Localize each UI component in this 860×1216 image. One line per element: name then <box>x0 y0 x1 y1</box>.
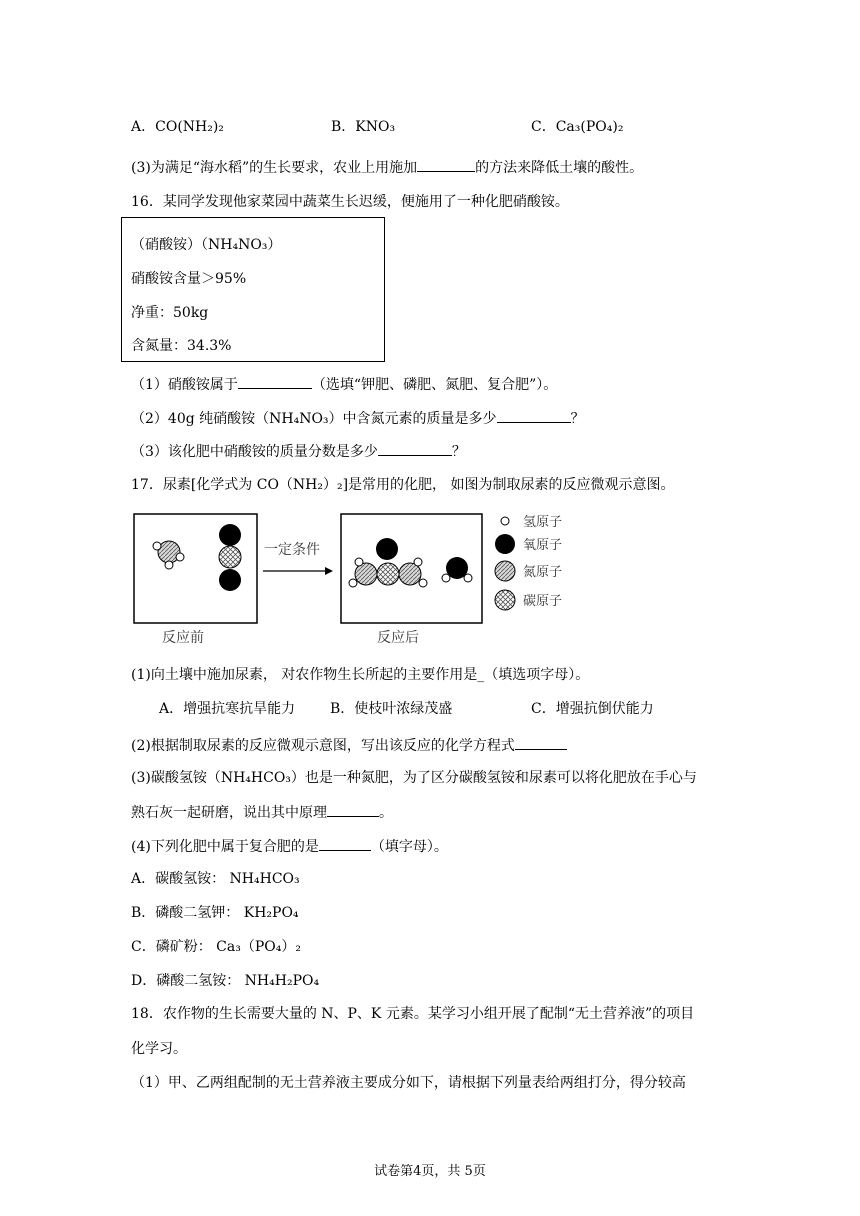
caption-after: 反应后 <box>377 630 419 646</box>
q18-line1: 18．农作物的生长需要大量的 N、P、K 元素。某学习小组开展了配制“无土营养液”的项目 <box>131 1006 695 1022</box>
fertilizer-label-box <box>121 217 385 362</box>
legend <box>495 515 562 610</box>
reaction-arrowhead <box>325 567 333 575</box>
legend-carbon-icon <box>495 590 515 610</box>
q17-part1-option-b: B．使枝叶浓绿茂盛 <box>330 701 453 717</box>
page-footer: 试卷第4页，共 5页 <box>374 1164 486 1179</box>
q17-part2-text: (2)根据制取尿素的反应微观示意图，写出该反应的化学方程式 <box>131 738 515 754</box>
q17-part1: (1)向土壤中施加尿素， 对农作物生长所起的主要作用是_（填选项字母）。 <box>131 667 590 683</box>
q16-part3-text-end: ？ <box>451 444 466 460</box>
answer-blank[interactable] <box>417 157 475 172</box>
q17-part2 <box>131 735 567 755</box>
q17-part4 <box>131 836 448 856</box>
reaction-diagram <box>133 512 583 652</box>
q17-part1-option-a: A．增强抗寒抗旱能力 <box>159 701 296 717</box>
legend-oxygen: 氧原子 <box>523 538 563 553</box>
q15-option-c-label: C． <box>531 119 556 135</box>
q15-option-c-formula: Ca₃(PO₄)₂ <box>555 119 624 135</box>
q16-part2-text: （2）40g 纯硝酸铵（NH₄NO₃）中含氮元素的质量是多少 <box>131 411 497 427</box>
label-line: 净重：50kg <box>131 305 209 321</box>
q16-stem: 16．某同学发现他家菜园中蔬菜生长迟缓，便施用了一种化肥硝酸铵。 <box>131 194 569 210</box>
q15-option-a-formula: CO(NH₂)₂ <box>155 119 224 135</box>
legend-nitrogen-icon <box>495 561 515 581</box>
q15-option-b <box>331 118 395 136</box>
legend-nitrogen: 氮原子 <box>523 565 563 580</box>
co2-molecule <box>219 524 241 591</box>
q17-option-a: A．碳酸氢铵： NH₄HCO₃ <box>131 871 300 887</box>
legend-hydrogen-icon <box>501 517 509 525</box>
q15-option-b-formula: KNO₃ <box>355 119 396 135</box>
q15-part3-text-end: 的方法来降低土壤的酸性。 <box>475 160 644 176</box>
q16-part2-text-end: ？ <box>570 411 585 427</box>
q16-part1 <box>131 374 557 394</box>
q15-part3 <box>131 157 643 177</box>
q17-option-d: D．磷酸二氢铵： NH₄H₂PO₄ <box>131 973 320 989</box>
q17-part3-line1: (3)碳酸氢铵（NH₄HCO₃）也是一种氮肥，为了区分碳酸氢铵和尿素可以将化肥放在手心与 <box>131 770 697 786</box>
q17-part4-text-end: （填字母）。 <box>370 839 448 855</box>
q17-option-c: C．磷矿粉： Ca₃（PO₄）₂ <box>131 939 301 955</box>
label-line: 硝酸铵含量＞95% <box>131 271 247 287</box>
legend-hydrogen: 氢原子 <box>523 515 563 530</box>
q17-part1-option-c: C．增强抗倒伏能力 <box>531 701 654 717</box>
q15-option-a-label: A． <box>131 119 156 135</box>
answer-blank[interactable] <box>327 802 379 817</box>
q17-part4-text: (4)下列化肥中属于复合肥的是 <box>131 839 319 855</box>
label-line: 含氮量：34.3% <box>131 338 232 354</box>
q17-part3-text: 熟石灰一起研磨，说出其中原理 <box>131 805 327 821</box>
answer-blank[interactable] <box>378 441 452 456</box>
label-line: （硝酸铵）（NH₄NO₃） <box>131 237 282 253</box>
q16-part1-text: （1）硝酸铵属于 <box>131 377 238 393</box>
q15-option-b-label: B． <box>331 119 356 135</box>
q18-line3: （1）甲、乙两组配制的无土营养液主要成分如下，请根据下列量表给两组打分，得分较高 <box>131 1075 686 1091</box>
answer-blank[interactable] <box>238 374 312 389</box>
q17-option-b: B．磷酸二氢钾： KH₂PO₄ <box>131 905 299 921</box>
q16-part3 <box>131 441 466 461</box>
answer-blank[interactable] <box>319 836 371 851</box>
q15-option-a <box>131 118 224 136</box>
answer-blank[interactable] <box>497 408 571 423</box>
q18-line2: 化学习。 <box>131 1041 187 1057</box>
q15-option-c <box>531 118 623 136</box>
q17-stem: 17．尿素[化学式为 CO（NH₂）₂]是常用的化肥， 如图为制取尿素的反应微观示意图。 <box>131 477 675 493</box>
q16-part1-text-end: （选填“钾肥、磷肥、氮肥、复合肥”）。 <box>311 377 558 393</box>
answer-blank[interactable] <box>515 735 567 750</box>
legend-oxygen-icon <box>495 534 515 554</box>
legend-carbon: 碳原子 <box>523 594 563 609</box>
q17-part3-text-end: 。 <box>379 805 393 821</box>
q16-part2 <box>131 408 585 428</box>
arrow-label: 一定条件 <box>264 542 320 558</box>
q17-part3-line2 <box>131 802 393 822</box>
q15-part3-text: (3)为满足“海水稻”的生长要求，农业上用施加 <box>131 160 418 176</box>
caption-before: 反应前 <box>162 630 204 646</box>
q16-part3-text: （3）该化肥中硝酸铵的质量分数是多少 <box>131 444 378 460</box>
